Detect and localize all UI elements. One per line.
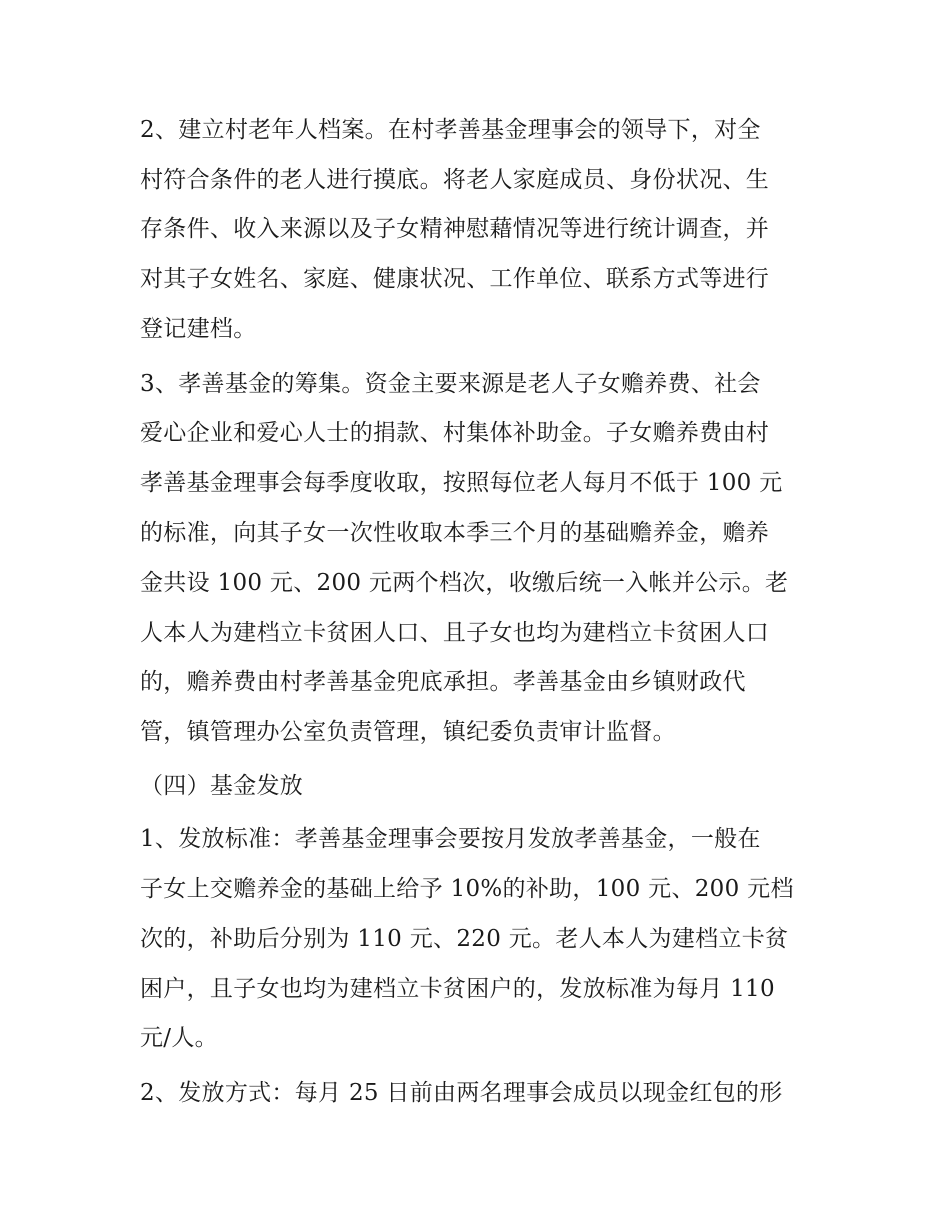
text-line: 的，赡养费由村孝善基金兜底承担。孝善基金由乡镇财政代 — [140, 669, 746, 695]
text-line: 3、孝善基金的筹集。资金主要来源是老人子女赡养费、社会 — [140, 371, 761, 397]
text-line: 管，镇管理办公室负责管理，镇纪委负责审计监督。 — [140, 719, 676, 745]
text-line: 爱心企业和爱心人士的捐款、村集体补助金。子女赡养费由村 — [140, 420, 770, 446]
text-line: 的标准，向其子女一次性收取本季三个月的基础赡养金，赡养 — [140, 520, 770, 546]
text-line: 存条件、收入来源以及子女精神慰藉情况等进行统计调查，并 — [140, 216, 770, 242]
section-heading: （四）基金发放 — [140, 773, 304, 799]
text-line: 登记建档。 — [140, 316, 257, 342]
text-line: 对其子女姓名、家庭、健康状况、工作单位、联系方式等进行 — [140, 266, 770, 292]
text-line: 2、建立村老年人档案。在村孝善基金理事会的领导下，对全 — [140, 117, 761, 143]
text-line: 元/人。 — [140, 1025, 218, 1051]
text-line: 村符合条件的老人进行摸底。将老人家庭成员、身份状况、生 — [140, 167, 770, 193]
text-line: 金共设 100 元、200 元两个档次，收缴后统一入帐并公示。老 — [140, 570, 789, 596]
text-line: 1、发放标准：孝善基金理事会要按月发放孝善基金，一般在 — [140, 826, 761, 852]
text-line: 2、发放方式：每月 25 日前由两名理事会成员以现金红包的形 — [140, 1080, 783, 1106]
text-line: 次的，补助后分别为 110 元、220 元。老人本人为建档立卡贫 — [140, 926, 789, 952]
text-line: 人本人为建档立卡贫困人口、且子女也均为建档立卡贫困人口 — [140, 620, 770, 646]
text-line: 困户，且子女也均为建档立卡贫困户的，发放标准为每月 110 — [140, 976, 775, 1002]
text-line: 孝善基金理事会每季度收取，按照每位老人每月不低于 100 元 — [140, 470, 783, 496]
text-line: 子女上交赡养金的基础上给予 10%的补助，100 元、200 元档 — [140, 876, 794, 902]
